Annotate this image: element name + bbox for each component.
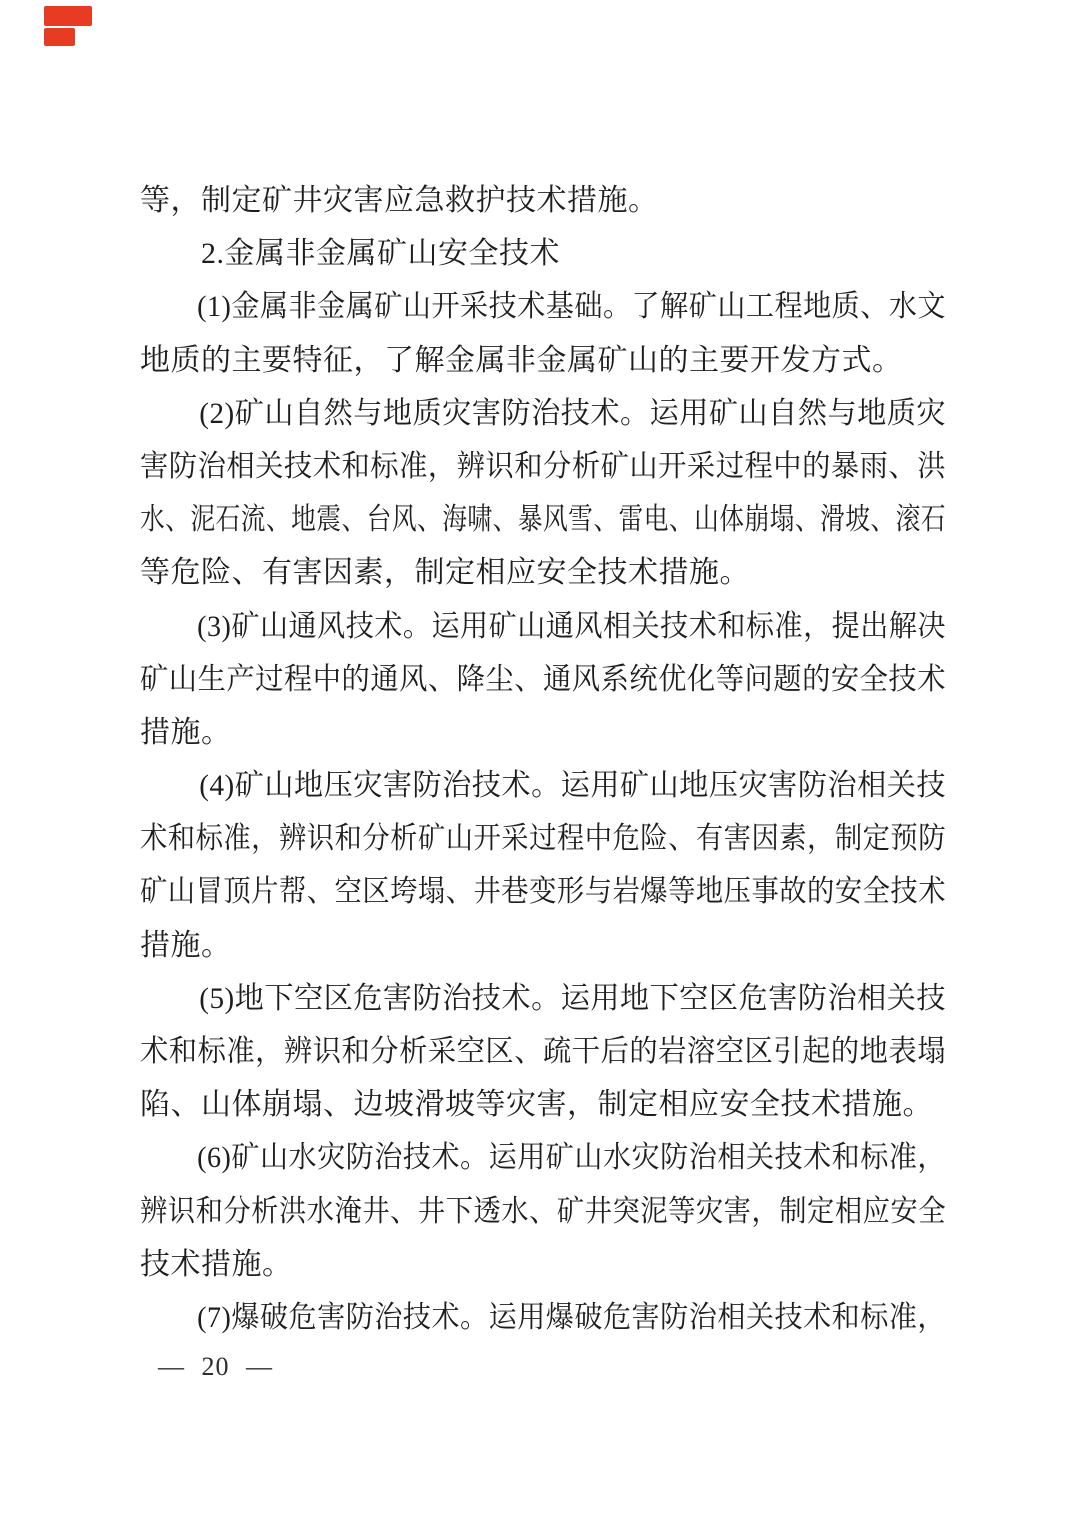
text-line — [140, 1078, 946, 1131]
text-line — [140, 1025, 946, 1078]
text-line — [140, 1185, 946, 1238]
text-line-content: 矿山生产过程中的通风、降尘、通风系统优化等问题的安全技术 — [140, 662, 946, 696]
text-line-content: 措施。 — [140, 928, 232, 962]
text-line-content: 2.金属非金属矿山安全技术 — [140, 237, 560, 271]
text-line — [140, 334, 946, 387]
text-line — [140, 174, 946, 227]
text-line — [140, 865, 946, 918]
text-line-content: 害防治相关技术和标准，辨识和分析矿山开采过程中的暴雨、洪 — [140, 449, 946, 483]
text-line-content: 技术措施。 — [140, 1247, 293, 1281]
text-line-content: (4)矿山地压灾害防治技术。运用矿山地压灾害防治相关技 — [140, 769, 946, 803]
text-line — [140, 972, 946, 1025]
text-line — [140, 493, 946, 546]
text-line — [140, 706, 946, 759]
text-line-content: 等，制定矿井灾害应急救护技术措施。 — [140, 184, 659, 217]
text-line — [140, 440, 946, 493]
text-line — [140, 1291, 946, 1344]
text-line-content: (3)矿山通风技术。运用矿山通风相关技术和标准，提出解决 — [140, 609, 946, 643]
text-line-content: 水、泥石流、地震、台风、海啸、暴风雪、雷电、山体崩塌、滑坡、滚石 — [140, 503, 946, 537]
page-number: — 20 — — [158, 1352, 273, 1381]
red-annotation-mark-1 — [44, 6, 92, 26]
text-line-content: (5)地下空区危害防治技术。运用地下空区危害防治相关技 — [140, 981, 946, 1015]
text-line — [140, 1131, 946, 1184]
text-line — [140, 280, 946, 333]
document-body — [140, 174, 946, 1344]
text-line — [140, 1238, 946, 1291]
text-line-content: 地质的主要特征，了解金属非金属矿山的主要开发方式。 — [140, 343, 903, 377]
text-line — [140, 812, 946, 865]
text-line-content: 等危险、有害因素，制定相应安全技术措施。 — [140, 556, 750, 590]
text-line-content: 术和标准，辨识和分析矿山开采过程中危险、有害因素，制定预防 — [140, 822, 946, 856]
text-line-content: (1)金属非金属矿山开采技术基础。了解矿山工程地质、水文 — [140, 290, 946, 324]
text-line-content: 辨识和分析洪水淹井、井下透水、矿井突泥等灾害，制定相应安全 — [140, 1194, 946, 1228]
text-line — [140, 919, 946, 972]
text-line — [140, 600, 946, 653]
text-line-content: 措施。 — [140, 715, 232, 749]
text-line-content: 矿山冒顶片帮、空区垮塌、井巷变形与岩爆等地压事故的安全技术 — [140, 875, 946, 909]
text-line — [140, 653, 946, 706]
red-annotation-mark-2 — [44, 28, 75, 46]
text-line-content: (2)矿山自然与地质灾害防治技术。运用矿山自然与地质灾 — [140, 396, 946, 430]
text-line — [140, 387, 946, 440]
text-line — [140, 227, 946, 280]
text-line-content: 术和标准，辨识和分析采空区、疏干后的岩溶空区引起的地表塌 — [140, 1035, 946, 1068]
text-line — [140, 546, 946, 599]
text-line-content: (6)矿山水灾防治技术。运用矿山水灾防治相关技术和标准， — [140, 1141, 946, 1175]
text-line-content: 陷、山体崩塌、边坡滑坡等灾害，制定相应安全技术措施。 — [140, 1088, 933, 1122]
text-line-content: (7)爆破危害防治技术。运用爆破危害防治相关技术和标准， — [140, 1300, 946, 1334]
text-line — [140, 759, 946, 812]
